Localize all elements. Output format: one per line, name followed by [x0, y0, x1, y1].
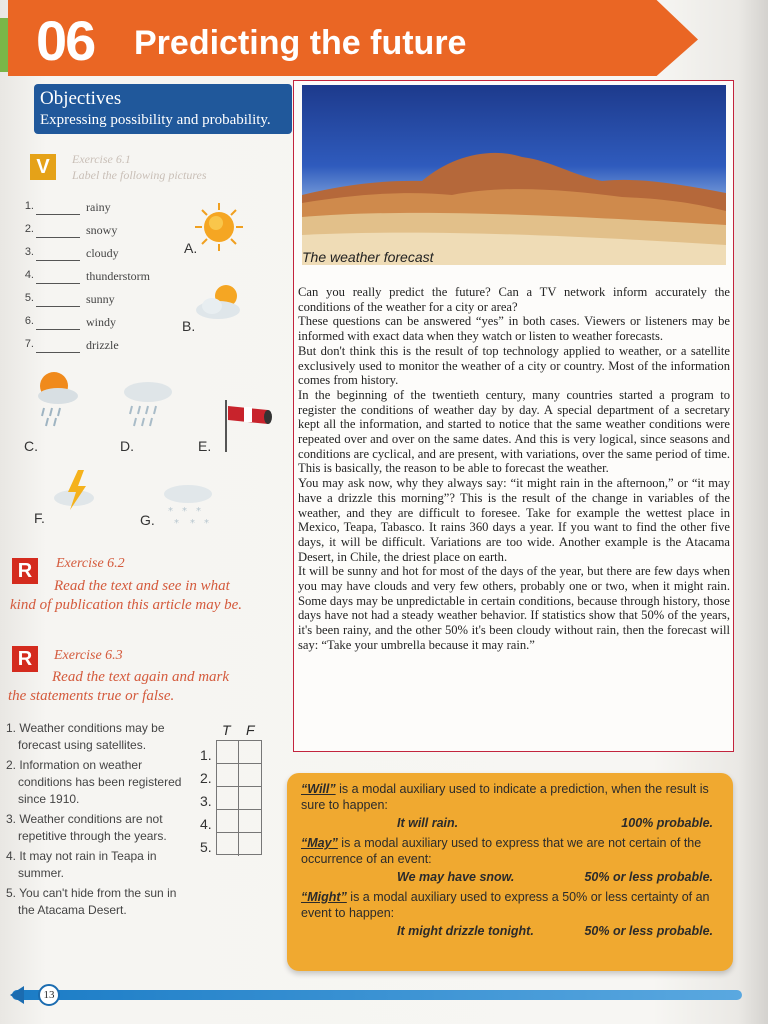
article-caption: The weather forecast	[302, 249, 434, 265]
article-text	[298, 285, 730, 653]
tf-row-numbers: 1. 2. 3. 4. 5.	[200, 747, 212, 855]
exercise-6-2-title: Exercise 6.2	[56, 556, 125, 571]
article-paragraph: In the beginning of the twentieth century, many countries started a program to register the conditions of weather day by day. A special department of a secretary kept all the information, and started to notice that the same weather conditions were repeated over and over on the same dates. And this is very logical, since seasons and conditions are cyclical, and are present, with variations, over the same period of time. This is basically, the reason to be able to forecast the weather.	[298, 387, 730, 476]
svg-text:*: *	[190, 518, 195, 529]
modal-definition: “Might” is a modal auxiliary used to express a 50% or less certainty of an event to happen:	[301, 890, 710, 920]
answer-blank[interactable]	[36, 338, 80, 353]
svg-text:*: *	[204, 518, 209, 529]
list-item: 2. Information on weather conditions has been registered since 1910.	[6, 758, 182, 806]
article-paragraph: You may ask now, why they always say: “it might rain in the afternoon,” or “it may have a drizzle this morning”? This is the result of the change in variables of the weather, and they are difficult to foresee. Take for example the wettest place in Mexico, Teapa, Tabasco. It rains 360 days a year. If you want to find the other five days, it will be difficult. Variations are too wide. Another example is the Atacama Desert, in Chile, the driest place on earth.	[298, 476, 730, 564]
list-item: 7. drizzle	[24, 338, 119, 352]
modal-example: We may have snow. 50% or less probable.	[397, 870, 713, 884]
tf-checkbox[interactable]	[217, 810, 239, 833]
article-paragraph: It will be sunny and hot for most of the days of the year, but there are few days when you may have clouds and very few others, probably one or two, when it might rain. Some days may be unpredictable in certain conditions, because through history, those days have not had a steady weather behavior. If statistics show that 50% of the years, it's been rainy, and the other 50% it's been cloudy without rain, then the forecast will say: “Take your umbrella because it may rain.”	[298, 564, 730, 652]
picture-label-a: A.	[184, 240, 198, 256]
modal-example: It will rain. 100% probable.	[397, 816, 713, 830]
tf-checkbox[interactable]	[239, 810, 261, 833]
modal-example: It might drizzle tonight. 50% or less probable.	[397, 924, 713, 938]
reading-badge: R	[12, 646, 38, 672]
exercise-6-3-line1: Read the text again and mark	[52, 669, 230, 685]
answer-blank[interactable]	[36, 200, 80, 215]
modal-definition: “May” is a modal auxiliary used to express that we are not certain of the occurrence of an event:	[301, 836, 702, 866]
list-item: 1. rainy	[24, 200, 111, 214]
list-item: 5. You can't hide from the sun in the Atacama Desert.	[6, 886, 177, 917]
exercise-6-2-line1: Read the text and see in what	[54, 578, 230, 594]
tf-checkbox[interactable]	[217, 741, 239, 764]
footer-bar	[12, 990, 742, 1000]
picture-label-f: F.	[34, 510, 45, 526]
true-header: T	[222, 722, 231, 738]
modal-definition: “Will” is a modal auxiliary used to indicate a prediction, when the result is sure to happen:	[301, 782, 709, 812]
chapter-number: 06	[36, 9, 95, 72]
svg-text:*: *	[168, 506, 173, 517]
vocabulary-badge: V	[30, 154, 56, 180]
picture-label-d: D.	[120, 438, 134, 454]
exercise-6-3-title: Exercise 6.3	[54, 648, 123, 663]
answer-blank[interactable]	[36, 246, 80, 261]
article-paragraph: These questions can be answered “yes” in both cases. Viewers or listeners may be informed with exact data when they watch or listen to weather forecasts.	[298, 314, 730, 344]
tf-checkbox[interactable]	[217, 787, 239, 810]
statements-list	[6, 720, 186, 922]
objectives-subtitle: Expressing possibility and probability.	[40, 112, 271, 128]
article-paragraph: But don't think this is the result of top technology applied to weather, or a satellite exclusively used to monitor the weather of a city or country. Most of the information comes from history.	[298, 343, 730, 388]
sun-cloud-rain-icon	[30, 366, 82, 436]
picture-label-g: G.	[140, 512, 155, 528]
picture-label-b: B.	[182, 318, 196, 334]
chapter-title: Predicting the future	[134, 24, 467, 62]
picture-label-c: C.	[24, 438, 38, 454]
list-item: 1. Weather conditions may be forecast using satellites.	[6, 721, 165, 752]
answer-blank[interactable]	[36, 269, 80, 284]
list-item: 3. Weather conditions are not repetitive through the years.	[6, 812, 167, 843]
exercise-6-2-line2: kind of publication this article may be.	[10, 597, 243, 613]
answer-blank[interactable]	[36, 315, 80, 330]
answer-blank[interactable]	[36, 292, 80, 307]
list-item: 3. cloudy	[24, 246, 119, 260]
list-item: 4. It may not rain in Teapa in summer.	[6, 849, 157, 880]
back-arrow-icon	[10, 986, 24, 1004]
svg-text:*: *	[196, 506, 201, 517]
tf-checkbox[interactable]	[239, 764, 261, 787]
reading-badge: R	[12, 558, 38, 584]
picture-label-e: E.	[198, 438, 212, 454]
sun-icon	[194, 202, 244, 252]
rain-cloud-icon	[120, 376, 176, 432]
article-box	[293, 80, 734, 752]
windsock-icon	[218, 394, 278, 454]
tf-checkbox[interactable]	[239, 741, 261, 764]
exercise-6-3-line2: the statements true or false.	[8, 688, 175, 704]
tf-checkbox[interactable]	[217, 764, 239, 787]
page-spine-shadow	[738, 0, 768, 1024]
list-item: 5. sunny	[24, 292, 115, 306]
answer-blank[interactable]	[36, 223, 80, 238]
grammar-box	[287, 773, 733, 971]
svg-text:*: *	[174, 518, 179, 529]
true-false-grid	[216, 740, 262, 855]
partly-sunny-icon	[194, 280, 246, 324]
list-item: 4. thunderstorm	[24, 269, 150, 283]
article-paragraph: Can you really predict the future? Can a TV network inform accurately the conditions of the weather for a city or area?	[298, 285, 730, 314]
desert-photo	[302, 85, 726, 265]
exercise-6-1-title: Exercise 6.1	[72, 152, 131, 166]
thunderstorm-icon	[52, 468, 102, 516]
list-item: 6. windy	[24, 315, 116, 329]
page-number: 13	[38, 984, 60, 1006]
tf-checkbox[interactable]	[239, 787, 261, 810]
exercise-6-1-instruction: Label the following pictures	[72, 168, 207, 182]
vocabulary-list	[6, 200, 166, 361]
snow-cloud-icon	[160, 480, 216, 530]
tf-checkbox[interactable]	[239, 833, 261, 856]
false-header: F	[246, 722, 255, 738]
tf-checkbox[interactable]	[217, 833, 239, 856]
objectives-title: Objectives	[40, 88, 122, 109]
svg-text:*: *	[182, 506, 187, 517]
list-item: 2. snowy	[24, 223, 118, 237]
objectives-box	[34, 84, 292, 134]
